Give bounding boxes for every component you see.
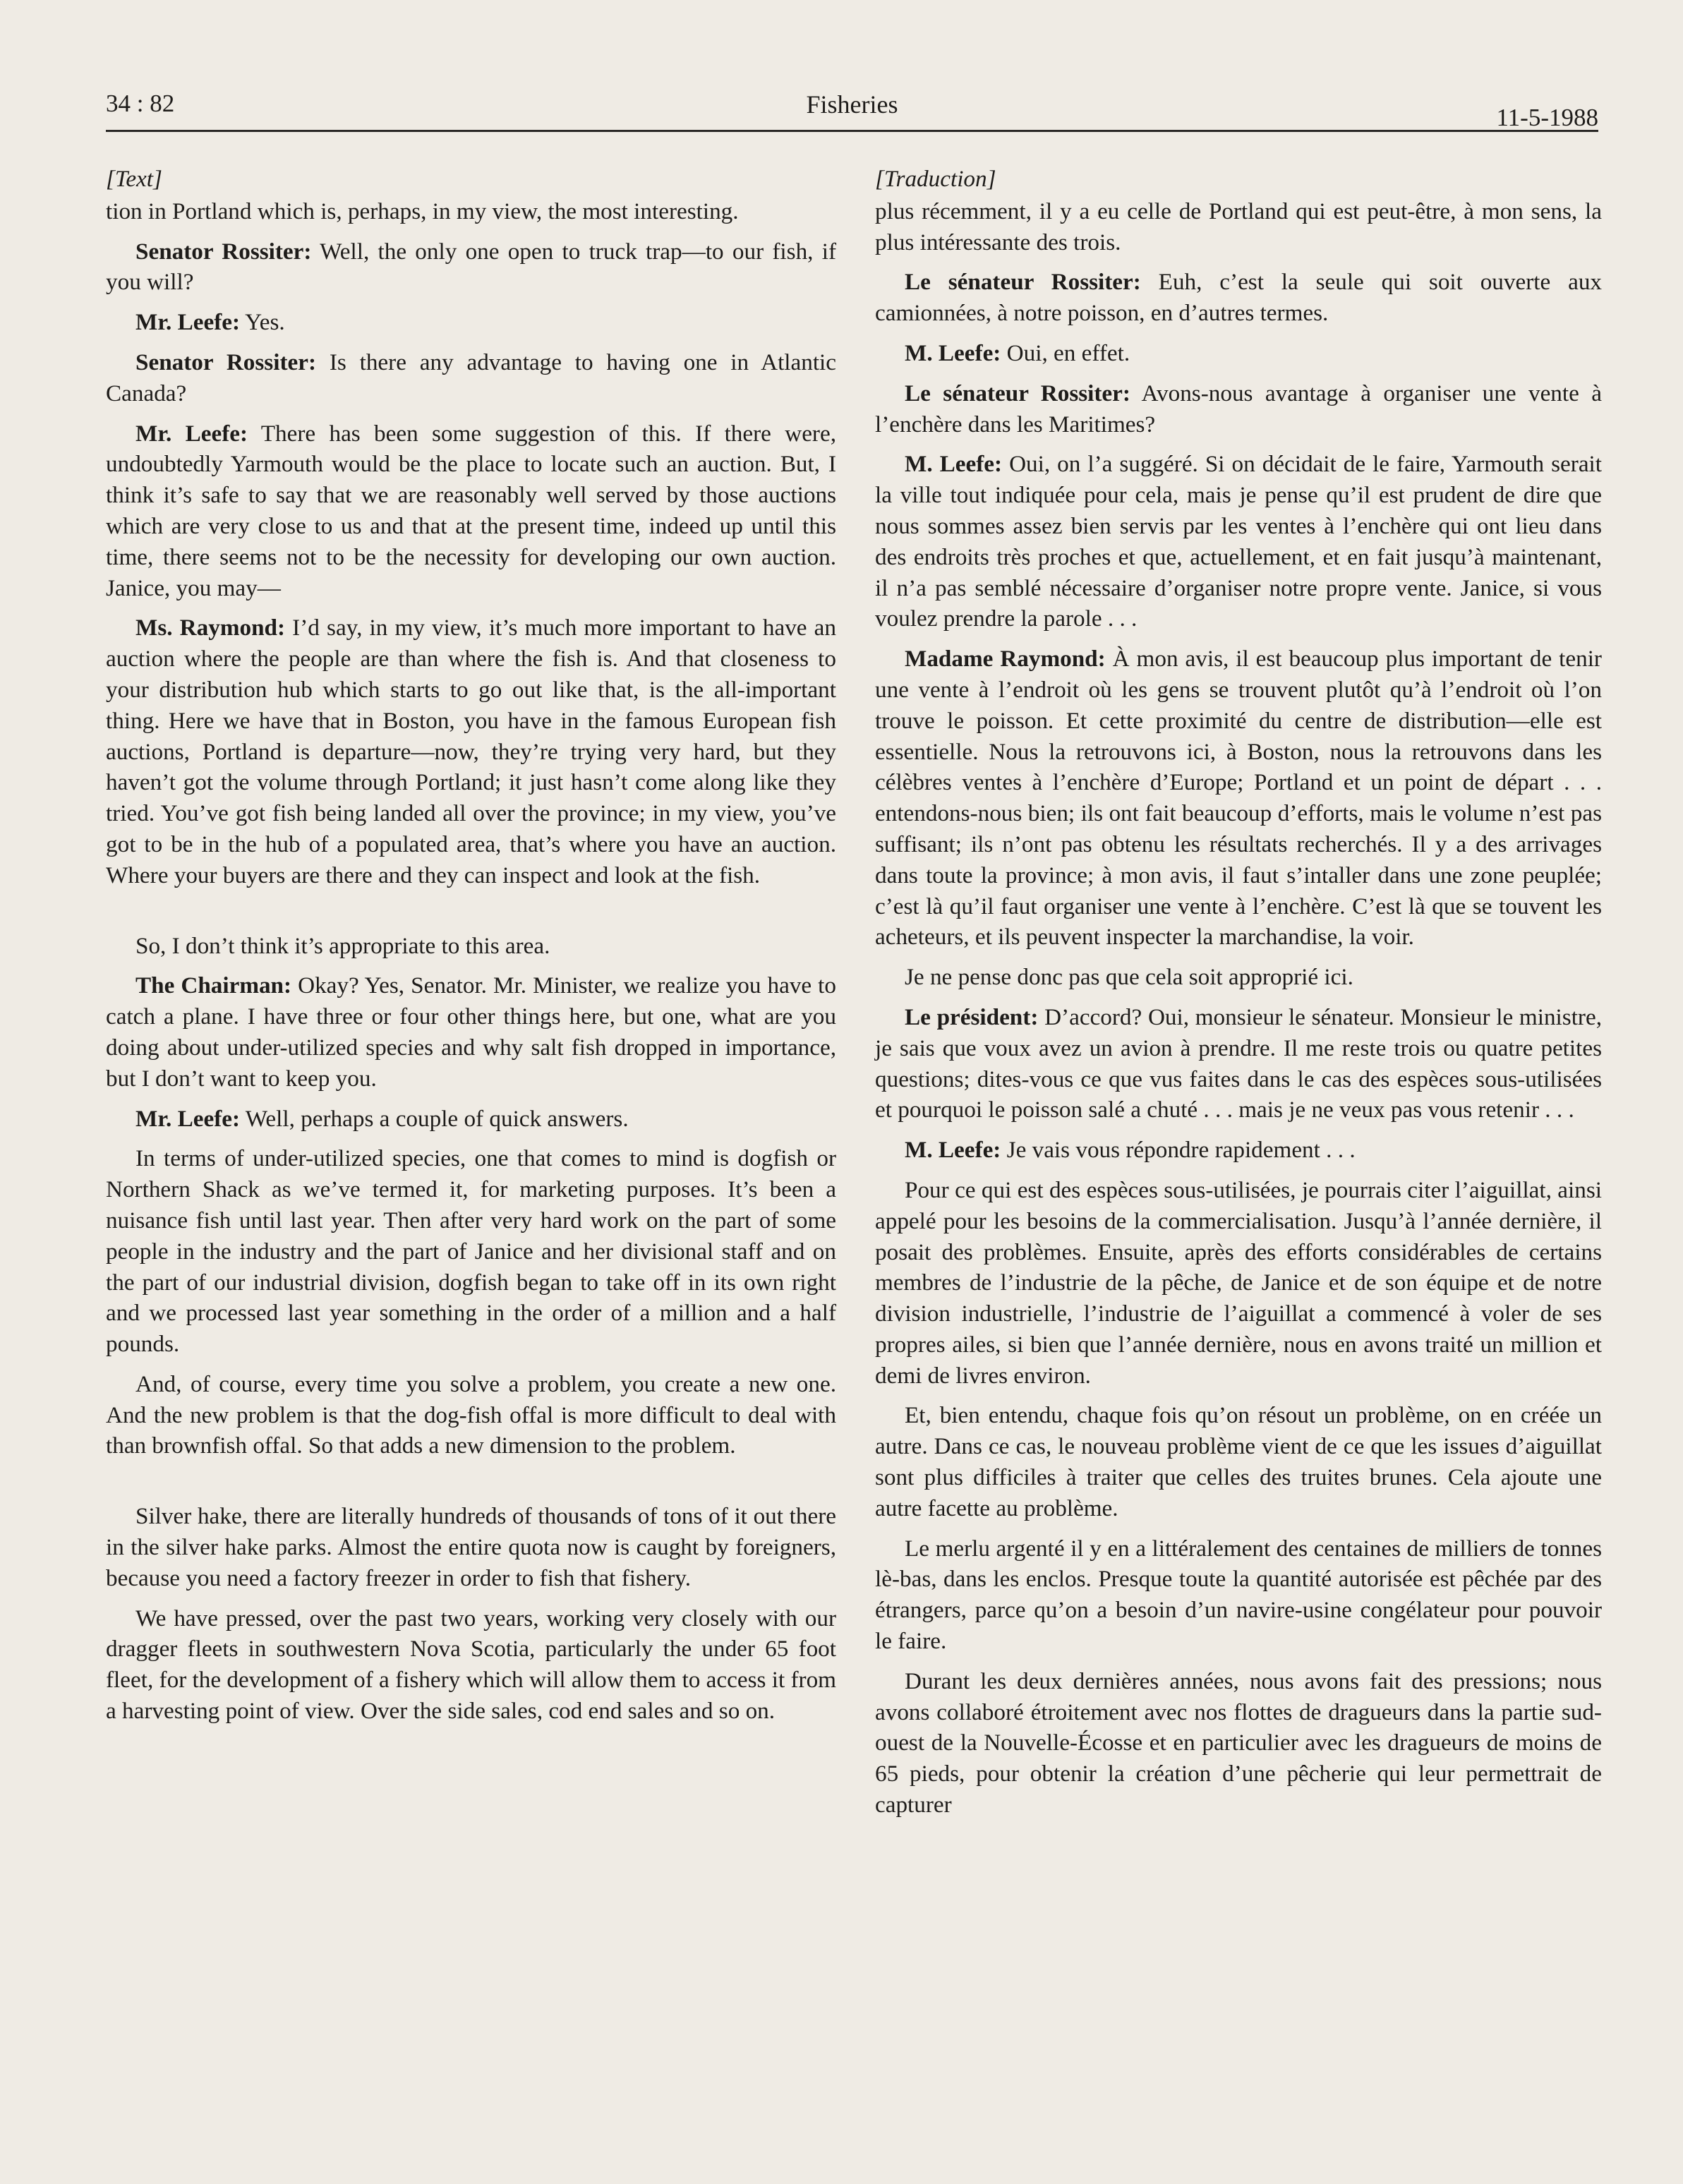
paragraph [106,1501,836,1593]
page-header [106,88,1598,131]
speaker-name: The Chairman: [135,972,292,999]
paragraph [106,307,836,338]
paragraph-text: So, I don’t think it’s appropriate to this area. [135,932,550,959]
speaker-name: Senator Rossiter: [135,349,317,375]
paragraph [875,1400,1602,1524]
paragraph-text: Well, perhaps a couple of quick answers. [240,1105,629,1132]
paragraph-text: À mon avis, il est beaucoup plus important de tenir une vente à l’endroit où les gens se trouvent plutôt qu’à l’endroit où l’on trouve le poisson. Et cette proximité du centre de distribution—elle est essentielle. Nous la retrouvons ici, à Boston, nous la retrouvons dans les célèbres ventes à l’enchère d’Europe; Portland et un point de départ . . . entendons-nous bien; ils ont fait beaucoup d’efforts, mais le volume n’est pas suffisant; ils n’ont pas obtenu les résultats recherchés. Il y a des arrivages dans toute la province; à mon avis, il faut s’intaller dans une zone peuplée; c’est là qu’il faut organiser une vente à l’enchère. C’est là que se touvent les acheteurs, et ils peuvent inspecter la marchandise, la voir. [875,646,1602,951]
english-column [106,164,836,1736]
paragraph-text: Oui, on l’a suggéré. Si on décidait de le faire, Yarmouth serait la ville tout indiquée pour cela, mais je pense qu’il est prudent de dire que nous sommes assez bien servis par les ventes à l’enchère qui ont lieu dans des endroits très proches et que, actuellement, et en fait jusqu’à maintenant, il n’a pas semblé nécessaire d’organiser notre propre vente. Janice, si vous voulez prendre la parole . . . [875,451,1602,632]
paragraph [875,449,1602,634]
header-rule [106,130,1598,132]
paragraph-text: Yes. [240,309,285,336]
paragraph [875,1135,1602,1166]
running-title: Fisheries [806,90,898,119]
paragraph-text: Durant les deux dernières années, nous avons fait des pressions; nous avons collaboré étroitement avec nos flottes de dragueurs dans la partie sud-ouest de la Nouvelle-Écosse et en particulier avec les dragueurs de moins de 65 pieds, pour obtenir la création d’une pêcherie qui leur permettrait de capturer [875,1667,1602,1818]
paragraph [875,1175,1602,1392]
page-number: 34 : 82 [106,90,175,117]
section-label: [Text] [106,166,162,192]
speaker-name: M. Leefe: [905,1137,1001,1164]
paragraph-text: Well, the only one open to truck trap—to our fish, if you will? [106,238,836,296]
paragraph-text: And, of course, every time you solve a problem, you create a new one. And the new problem is that the dog-fish offal is more difficult to deal with than brownfish offal. So that adds a new dimension to the problem. [106,1370,836,1459]
paragraph [875,1533,1602,1657]
speaker-name: Le président: [905,1003,1039,1030]
paragraph-text: Et, bien entendu, chaque fois qu’on résout un problème, on en créée un autre. Dans ce cas, le nouveau problème vient de ce que les issues d’aiguillat sont plus difficiles à traiter que celles des truites brunes. Cela ajoute une autre facette au problème. [875,1402,1602,1521]
paragraph-text: Silver hake, there are literally hundreds of thousands of tons of it out there in the silver hake parks. Almost the entire quota now is caught by foreigners, because you need a factory freezer in order to fish that fishery. [106,1503,836,1591]
speaker-name: Senator Rossiter: [135,238,312,265]
paragraph-text: D’accord? Oui, monsieur le sénateur. Monsieur le ministre, je sais que voux avez un avion à prendre. Il me reste trois ou quatre petites questions; dites-vous ce que vus faites dans le cas des espèces sous-utilisées et pourquoi le poisson salé a chuté . . . mais je ne veux pas vous retenir . . . [875,1003,1602,1123]
paragraph-text: I’d say, in my view, it’s much more important to have an auction where the people are than where the fish is. And that closeness to your distribution hub which starts to go out like that, is the all-important thing. Here we have that in Boston, you have in the famous European fish auctions, Portland is departure—now, they’re trying very hard, but they haven’t got the volume through Portland; it just hasn’t come along like they tried. You’ve got fish being landed all over the province; in my view, you’ve got to be in the hub of a populated area, that’s where you have an auction. Where your buyers are there and they can inspect and look at the fish. [106,615,836,888]
paragraph [106,1369,836,1461]
paragraph [875,962,1602,993]
paragraph [106,1104,836,1135]
speaker-name: Mr. Leefe: [135,420,248,447]
paragraph [106,347,836,409]
paragraph-text: plus récemment, il y a eu celle de Portland qui est peut-être, à mon sens, la plus intéressante des trois. [875,198,1602,255]
paragraph [875,196,1602,258]
paragraph-text: Le merlu argenté il y en a littéralement des centaines de milliers de tonnes lè-bas, dans les enclos. Presque toute la quantité autorisée est pêchée par des étrangers, parce qu’on a besoin d’un navire-usine congélateur pour pouvoir le faire. [875,1535,1602,1655]
paragraph-text: tion in Portland which is, perhaps, in my view, the most interesting. [106,198,739,224]
paragraph [106,196,836,227]
paragraph [106,970,836,1094]
paragraph [106,931,836,962]
paragraph [106,418,836,604]
french-column [875,164,1602,1830]
speaker-name: Mr. Leefe: [135,1105,241,1132]
speaker-name: Mr. Leefe: [135,309,241,336]
speaker-name: Le sénateur Rossiter: [905,380,1130,406]
paragraph [875,378,1602,440]
speaker-name: Madame Raymond: [905,646,1106,672]
page-date: 11-5-1988 [1496,104,1598,131]
paragraph [106,613,836,891]
paragraph [875,1666,1602,1821]
paragraph-text: Is there any advantage to having one in Atlantic Canada? [106,349,836,406]
paragraph [875,267,1602,329]
paragraph-text: In terms of under-utilized species, one that comes to mind is dogfish or Northern Shack as we’ve termed it, for marketing purposes. It’s been a nuisance fish until last year. Then after very hard work on the part of some people in the industry and the part of Janice and her divisional staff and on the part of our industrial division, dogfish began to take off in its own right and we processed last year something in the order of a million and a half pounds. [106,1145,836,1358]
paragraph [106,1603,836,1727]
section-label-text: Traduction [883,166,987,192]
paragraph-text: Oui, en effet. [1001,339,1130,366]
paragraph [875,644,1602,953]
speaker-name: Ms. Raymond: [135,615,286,641]
paragraph-text: Je ne pense donc pas que cela soit approprié ici. [905,964,1353,991]
paragraph [875,1002,1602,1126]
paragraph [875,338,1602,369]
paragraph-text: We have pressed, over the past two years, working very closely with our dragger fleets in southwestern Nova Scotia, particularly the under 65 foot fleet, for the development of a fishery which will allow them to access it from a harvesting point of view. Over the side sales, cod end sales and so on. [106,1605,836,1725]
section-label: [Traduction] [875,166,996,192]
paragraph-text: Euh, c’est la seule qui soit ouverte aux camionnées, à notre poisson, en d’autres termes. [875,269,1603,327]
speaker-name: M. Leefe: [905,451,1003,478]
paragraph [106,236,836,298]
paragraph-text: There has been some suggestion of this. If there were, undoubtedly Yarmouth would be the place to locate such an auction. But, I think it’s safe to say that we are reasonably well served by those auctions which are very close to us and that at the present time, indeed up until this time, there seems not to be the necessity for developing our own auction. Janice, you may— [106,420,837,601]
paragraph-text: Avons-nous avantage à organiser une vente à l’enchère dans les Maritimes? [875,380,1602,438]
speaker-name: Le sénateur Rossiter: [905,269,1141,296]
paragraph-text: Je vais vous répondre rapidement . . . [1001,1137,1356,1164]
speaker-name: M. Leefe: [905,339,1001,366]
paragraph-text: Pour ce qui est des espèces sous-utilisées, je pourrais citer l’aiguillat, ainsi appelé pour les besoins de la commercialisation. Jusqu’à l’année dernière, il posait des problèmes. Ensuite, après des efforts considérables de certains membres de l’industrie de la pêche, de Janice et de son équipe et de notre division industrielle, l’industrie de l’aiguillat a commencé à voler de ses propres ailes, si bien que l’année dernière, nous en avons traité un million et demi de livres environ. [875,1176,1602,1389]
section-label-text: Text [114,166,154,192]
paragraph-text: Okay? Yes, Senator. Mr. Minister, we realize you have to catch a plane. I have three or four other things here, but one, what are you doing about under-utilized species and why salt fish dropped in importance, but I don’t want to keep you. [106,972,836,1092]
paragraph [106,1143,836,1360]
